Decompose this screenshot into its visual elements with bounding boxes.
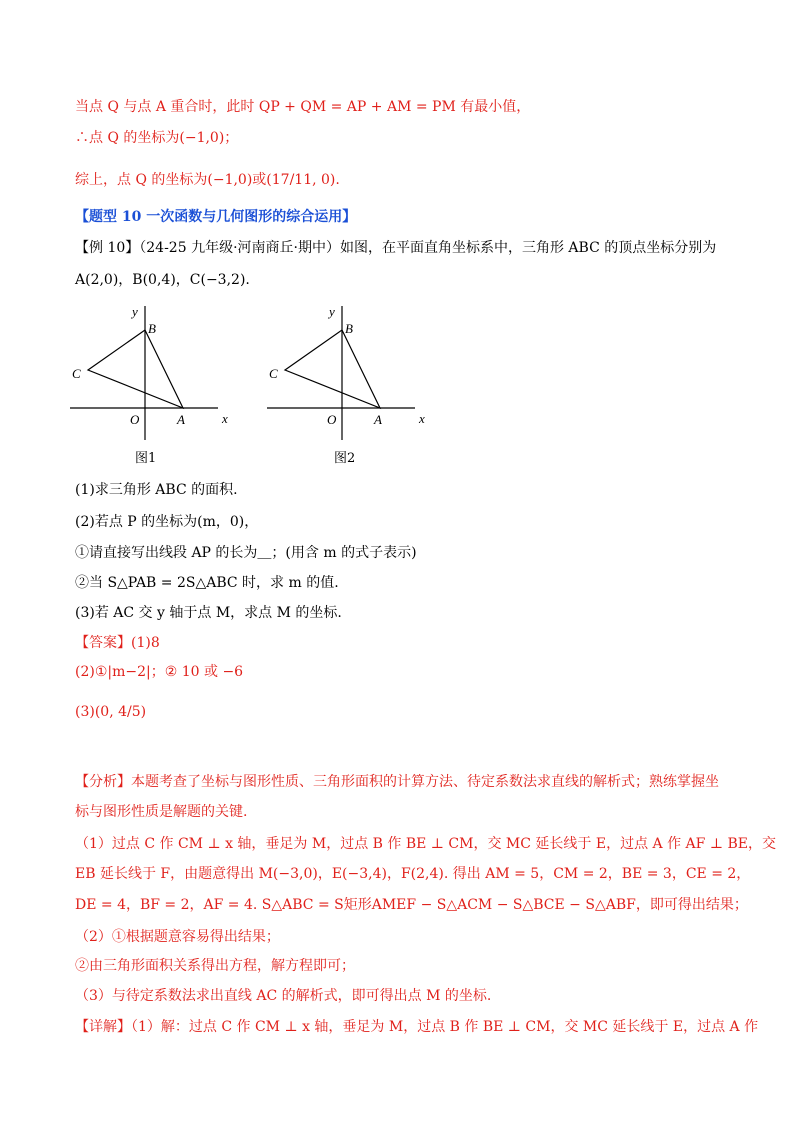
example-line-1: 【例 10】（24-25 九年级·河南商丘·期中）如图，在平面直角坐标系中，三角形 ABC 的顶点坐标分别为: [75, 240, 717, 256]
figure-1-caption: 图1: [135, 451, 157, 466]
analysis-line-8: （3）与待定系数法求出直线 AC 的解析式，即可得出点 M 的坐标.: [75, 988, 492, 1004]
point-b-label: B: [345, 321, 353, 336]
analysis-line-2: 标与图形性质是解题的关键.: [75, 804, 248, 820]
question-2b: ②当 S△PAB = 2S△ABC 时，求 m 的值.: [75, 575, 339, 591]
question-1: (1)求三角形 ABC 的面积.: [75, 482, 238, 498]
figure-2-diagram: [267, 300, 427, 440]
section-title: 【题型 10 一次函数与几何图形的综合运用】: [75, 209, 357, 225]
x-label: x: [419, 411, 425, 426]
figure-2: [267, 300, 427, 444]
triangle-abc: [88, 330, 183, 408]
figure-1-diagram: [70, 300, 230, 440]
point-b-label: B: [148, 321, 156, 336]
prev-solution-line-2: ∴点 Q 的坐标为(−1,0)；: [75, 130, 239, 146]
example-line-2: A(2,0)，B(0,4)，C(−3,2).: [75, 272, 250, 288]
detail-line-1: 【详解】（1）解：过点 C 作 CM ⊥ x 轴，垂足为 M，过点 B 作 BE ⊥ CM，交 MC 延长线于 E，过点 A 作: [75, 1019, 759, 1035]
analysis-line-6: （2）①根据题意容易得出结果；: [75, 929, 280, 945]
figure-2-caption: 图2: [334, 451, 356, 466]
question-2a: ①请直接写出线段 AP 的长为＿；(用含 m 的式子表示): [75, 545, 417, 561]
analysis-line-4: EB 延长线于 F，由题意得出 M(−3,0)，E(−3,4)，F(2,4). 得出 AM = 5，CM = 2，BE = 3，CE = 2，: [75, 866, 751, 882]
y-label: y: [132, 304, 138, 319]
analysis-line-1: 【分析】本题考查了坐标与图形性质、三角形面积的计算方法、待定系数法求直线的解析式；熟练掌握坐: [75, 774, 719, 790]
question-3: (3)若 AC 交 y 轴于点 M，求点 M 的坐标.: [75, 605, 342, 621]
analysis-line-3: （1）过点 C 作 CM ⊥ x 轴，垂足为 M，过点 B 作 BE ⊥ CM，交 MC 延长线于 E，过点 A 作 AF ⊥ BE，交: [75, 836, 776, 852]
point-a-label: A: [374, 412, 382, 427]
x-label: x: [222, 411, 228, 426]
origin-label: O: [327, 412, 337, 427]
y-label: y: [329, 304, 335, 319]
answer-3: (3)(0, 4/5): [75, 704, 147, 720]
prev-solution-line-1: 当点 Q 与点 A 重合时，此时 QP + QM = AP + AM = PM 有最小值，: [75, 99, 531, 115]
analysis-line-5: DE = 4，BF = 2，AF = 4. S△ABC = S矩形AMEF − S△ACM − S△BCE − S△ABF，即可得出结果；: [75, 897, 748, 913]
prev-solution-line-3: 综上，点 Q 的坐标为(−1,0)或(17/11, 0).: [75, 172, 340, 188]
question-2: (2)若点 P 的坐标为(m，0)，: [75, 514, 259, 530]
figure-1: [70, 300, 230, 444]
analysis-line-7: ②由三角形面积关系得出方程，解方程即可；: [75, 958, 355, 974]
origin-label: O: [130, 412, 140, 427]
triangle-abc: [285, 330, 380, 408]
answer-2: (2)①|m−2|；② 10 或 −6: [75, 664, 244, 680]
point-a-label: A: [177, 412, 185, 427]
point-c-label: C: [72, 366, 81, 381]
answer-1: 【答案】(1)8: [75, 635, 160, 651]
point-c-label: C: [269, 366, 278, 381]
